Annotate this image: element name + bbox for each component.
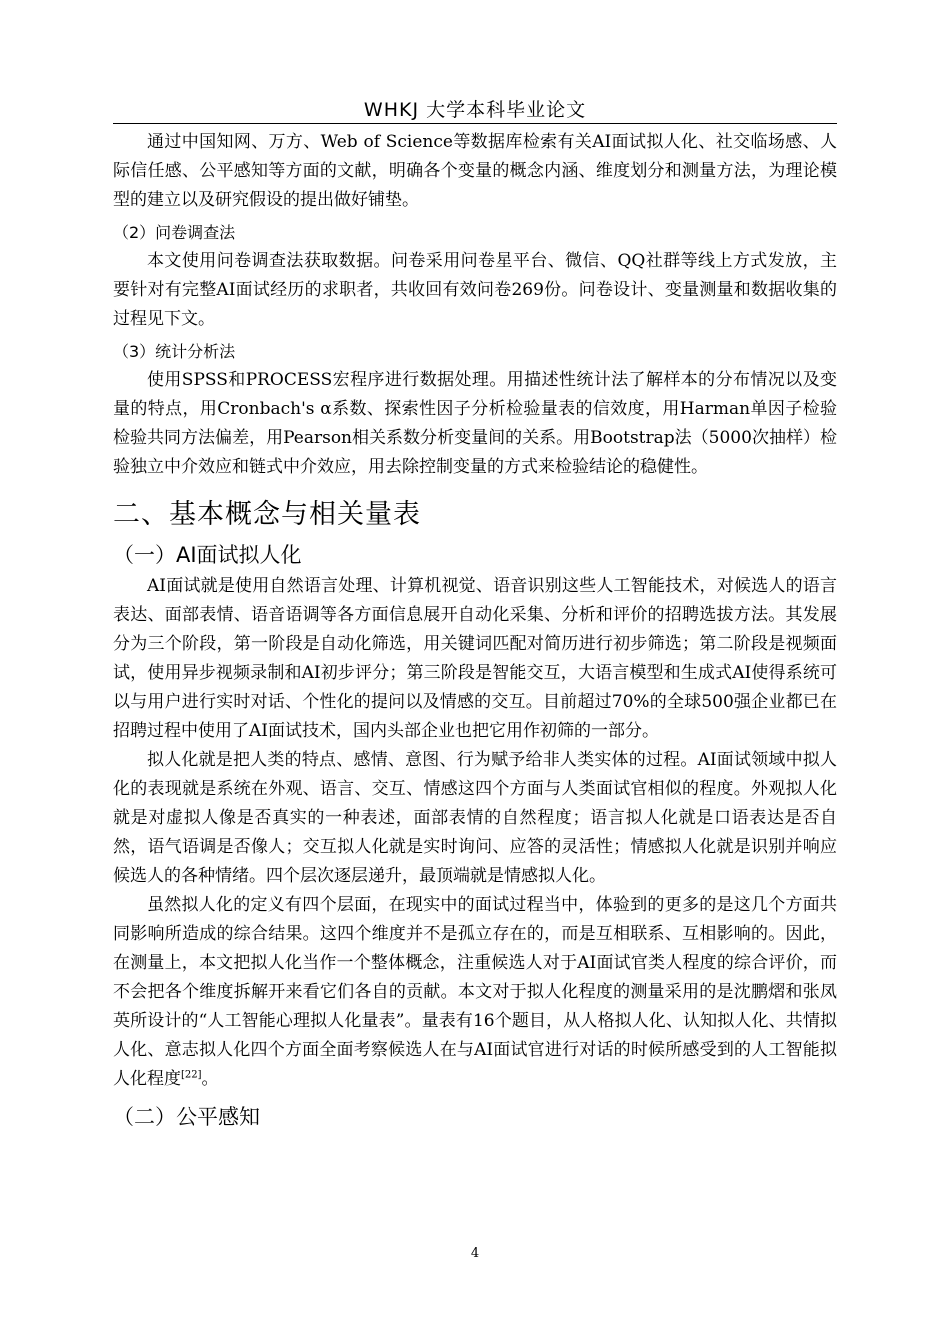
page-number: 4 bbox=[470, 1246, 480, 1261]
paragraph-measurement-tail: 。 bbox=[201, 1069, 219, 1089]
subheading-questionnaire: （2）问卷调查法 bbox=[113, 223, 236, 242]
running-header: WHKJ 大学本科毕业论文 bbox=[363, 99, 587, 121]
paragraph-ai-interview: AI面试就是使用自然语言处理、计算机视觉、语音识别这些人工智能技术，对候选人的语言表达、面部表情、语音语调等各方面信息展开自动化采集、分析和评价的招聘选拔方法。其发展分为三个阶段，第一阶段是自动化筛选，用关键词匹配对简历进行初步筛选；第二阶段是视频面试，使用异步视频录制和AI初步评分；第三阶段是智能交互，大语言模型和生成式AI使得系统可以与用户进行实时对话、个性化的提问以及情感的交互。目前超过70%的全球500强企业都已在招聘过程中使用了AI面试技术，国内头部企业也把它用作初筛的一部分。 bbox=[113, 576, 837, 741]
section-heading-ai-anthropomorphism: （一）AI面试拟人化 bbox=[113, 543, 302, 567]
paragraph-questionnaire: 本文使用问卷调查法获取数据。问卷采用问卷星平台、微信、QQ社群等线上方式发放，主要针对有完整AI面试经历的求职者，共收回有效问卷269份。问卷设计、变量测量和数据收集的过程见下文。 bbox=[113, 251, 837, 329]
chapter-heading: 二、基本概念与相关量表 bbox=[113, 499, 421, 530]
paragraph-statistics: 使用SPSS和PROCESS宏程序进行数据处理。用描述性统计法了解样本的分布情况以及变量的特点，用Cronbach's α系数、探索性因子分析检验量表的信效度，用Harman单因子检验检验共同方法偏差，用Pearson相关系数分析变量间的关系。用Bootstrap法（5000次抽样）检验独立中介效应和链式中介效应，用去除控制变量的方式来检验结论的稳健性。 bbox=[113, 370, 837, 477]
header-rule bbox=[113, 123, 837, 124]
paragraph-measurement-text: 虽然拟人化的定义有四个层面，在现实中的面试过程当中，体验到的更多的是这几个方面共同影响所造成的综合结果。这四个维度并不是孤立存在的，而是互相联系、互相影响的。因此，在测量上，本文把拟人化当作一个整体概念，注重候选人对于AI面试官类人程度的综合评价，而不会把各个维度拆解开来看它们各自的贡献。本文对于拟人化程度的测量采用的是沈鹏熠和张凤英所设计的“人工智能心理拟人化量表”。量表有16个题目，从人格拟人化、认知拟人化、共情拟人化、意志拟人化四个方面全面考察候选人在与AI面试官进行对话的时候所感受到的人工智能拟人化程度 bbox=[113, 895, 837, 1089]
paragraph-measurement bbox=[113, 891, 837, 1094]
section-heading-fairness: （二）公平感知 bbox=[113, 1105, 260, 1129]
page-content bbox=[113, 128, 837, 1134]
paragraph-anthropomorphism-definition: 拟人化就是把人类的特点、感情、意图、行为赋予给非人类实体的过程。AI面试领域中拟人化的表现就是系统在外观、语言、交互、情感这四个方面与人类面试官相似的程度。外观拟人化就是对虚拟人像是否真实的一种表述，面部表情的自然程度；语言拟人化就是口语表达是否自然，语气语调是否像人；交互拟人化就是实时询问、应答的灵活性；情感拟人化就是识别并响应候选人的各种情绪。四个层次逐层递升，最顶端就是情感拟人化。 bbox=[113, 750, 837, 886]
subheading-statistics: （3）统计分析法 bbox=[113, 342, 236, 361]
paragraph-literature-method: 通过中国知网、万方、Web of Science等数据库检索有关AI面试拟人化、社交临场感、人际信任感、公平感知等方面的文献，明确各个变量的概念内涵、维度划分和测量方法，为理论模型的建立以及研究假设的提出做好铺垫。 bbox=[113, 132, 837, 210]
citation-reference[interactable]: [22] bbox=[181, 1069, 202, 1081]
